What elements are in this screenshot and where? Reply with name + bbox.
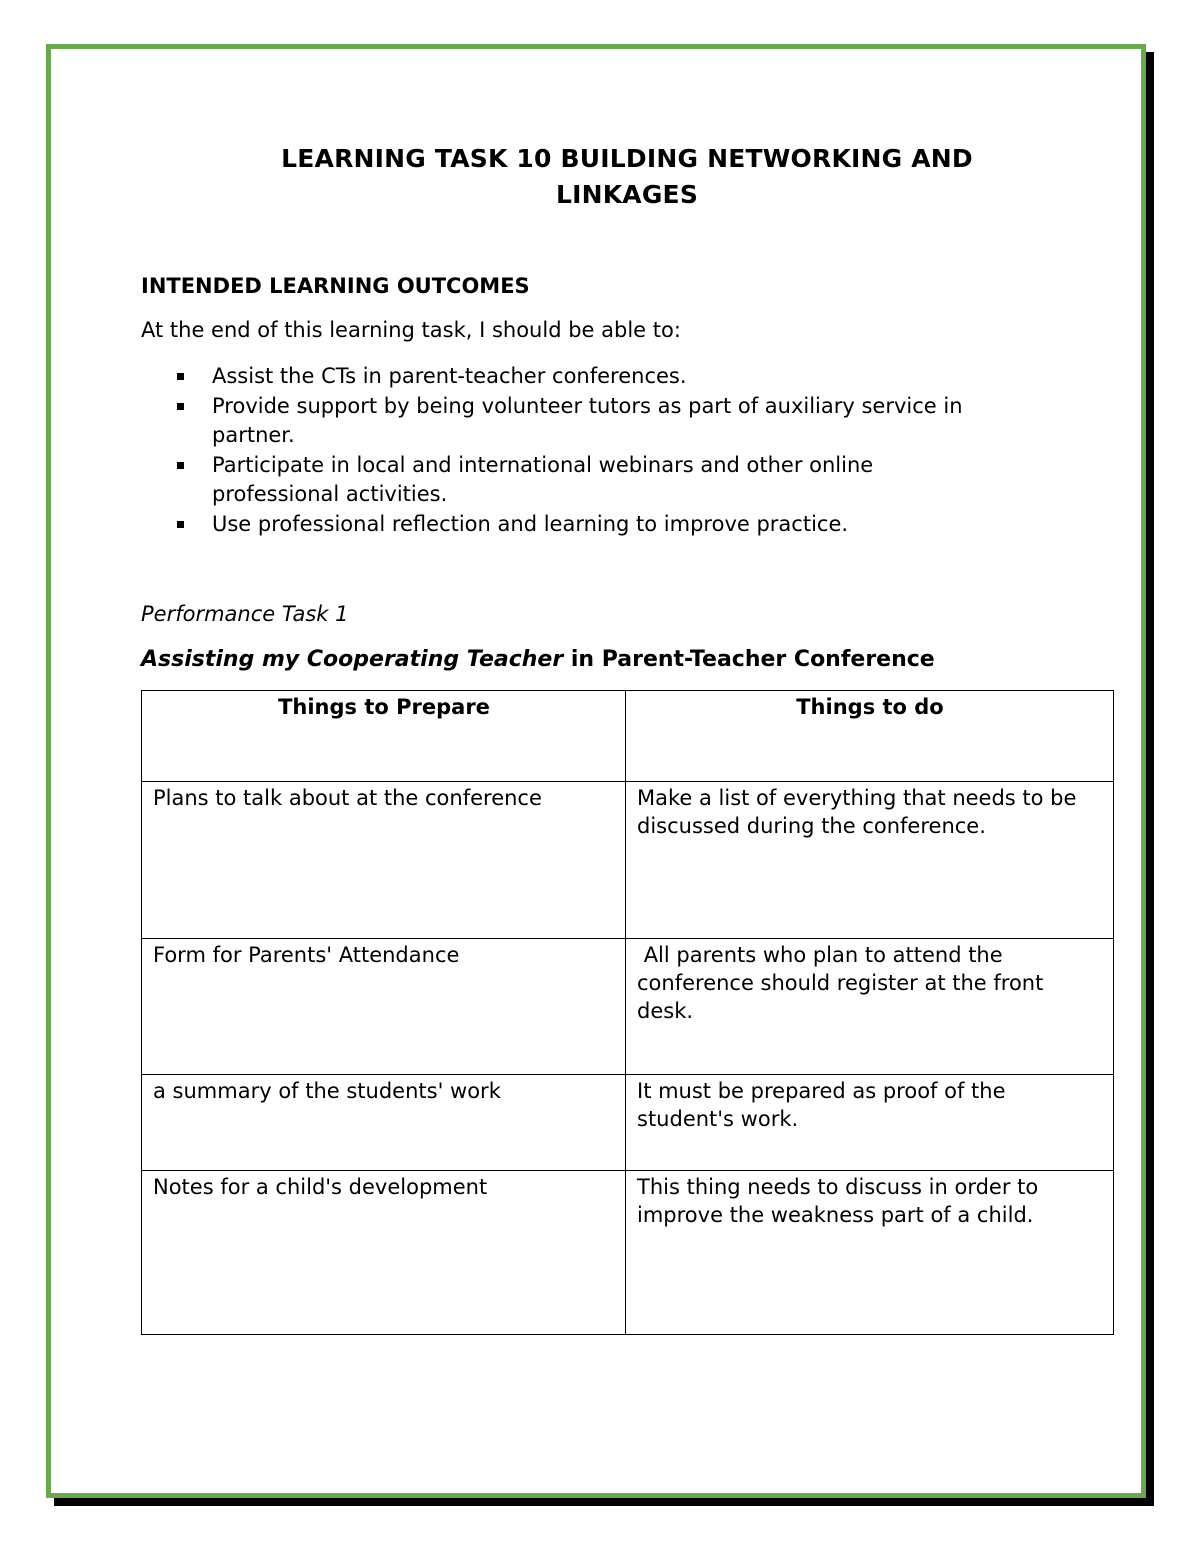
assist-heading-rest: in Parent-Teacher Conference (563, 647, 935, 672)
assist-heading (141, 645, 935, 675)
outcomes-list (141, 362, 1041, 539)
table-header-row (142, 691, 1114, 782)
outcome-text: Provide support by being volunteer tutors as part of auxiliary service in partner. (212, 393, 963, 447)
header-things-to-prepare: Things to Prepare (142, 691, 626, 782)
table-row (142, 939, 1114, 1075)
square-bullet-icon (177, 403, 184, 410)
header-things-to-do: Things to do (626, 691, 1114, 782)
intro-text: At the end of this learning task, I should be able to: (141, 318, 681, 342)
outcome-text: Use professional reflection and learning to improve practice. (212, 511, 849, 536)
outcome-text: Participate in local and international webinars and other online professional activities. (212, 452, 874, 506)
table-cell: Plans to talk about at the conference (142, 782, 626, 939)
table-cell: Notes for a child's development (142, 1171, 626, 1335)
table-cell: Make a list of everything that needs to be discussed during the conference. (626, 782, 1114, 939)
table-cell: Form for Parents' Attendance (142, 939, 626, 1075)
title-line-2: LINKAGES (555, 180, 699, 209)
list-item (141, 392, 1041, 451)
table-row (142, 1075, 1114, 1171)
ilo-heading: INTENDED LEARNING OUTCOMES (141, 274, 530, 298)
square-bullet-icon (177, 462, 184, 469)
table-cell: It must be prepared as proof of the student's work. (626, 1075, 1114, 1171)
document-title (0, 141, 1112, 213)
square-bullet-icon (177, 521, 184, 528)
list-item (141, 362, 1041, 392)
tasks-table (141, 690, 1114, 1335)
table-cell: This thing needs to discuss in order to improve the weakness part of a child. (626, 1171, 1114, 1335)
list-item (141, 451, 1041, 510)
table-row (142, 782, 1114, 939)
title-line-1: LEARNING TASK 10 BUILDING NETWORKING AND (281, 144, 973, 173)
assist-heading-emphasis: Assisting my Cooperating Teacher (141, 647, 564, 672)
performance-task-label: Performance Task 1 (141, 602, 349, 626)
table-cell: All parents who plan to attend the conference should register at the front desk. (626, 939, 1114, 1075)
list-item (141, 510, 1041, 540)
outcome-text: Assist the CTs in parent-teacher conferences. (212, 364, 687, 388)
square-bullet-icon (177, 373, 184, 380)
table-row (142, 1171, 1114, 1335)
table-cell: a summary of the students' work (142, 1075, 626, 1171)
